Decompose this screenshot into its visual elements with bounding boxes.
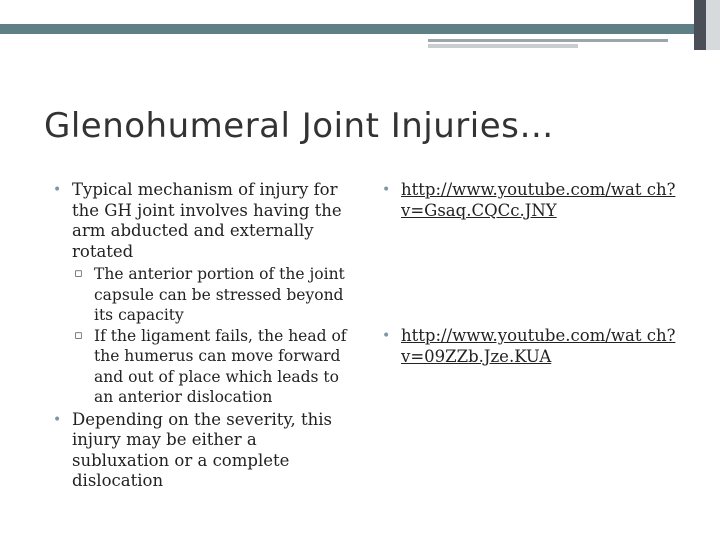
link-bullet-item [381, 326, 681, 367]
bullet-text: Depending on the severity, this injury may be either a subluxation or a complete dislocation [72, 409, 333, 490]
bullet-item [52, 180, 352, 262]
corner-dark-block [694, 0, 706, 50]
sub-bullet-glyph: ▫ [74, 266, 83, 281]
sub-bullet-text: The anterior portion of the joint capsule can be stressed beyond its capacity [94, 265, 345, 324]
corner-light-block [706, 0, 720, 50]
left-content-column [52, 180, 352, 492]
sub-bullet-text: If the ligament fails, the head of the humerus can move forward and out of place which leads to an anterior dislocation [94, 326, 347, 406]
bullet-glyph: • [382, 328, 391, 344]
sub-bullet-item [52, 264, 352, 326]
sub-bullet-item [52, 326, 352, 408]
video-link-2[interactable]: http://www.youtube.com/wat ch?v=09ZZb.Jze.KUA [401, 326, 676, 366]
top-white-strip [0, 0, 720, 24]
bullet-glyph: • [53, 411, 62, 428]
sub-bullet-glyph: ▫ [74, 327, 83, 343]
video-link-1[interactable]: http://www.youtube.com/wat ch?v=Gsaq.CQCc.JNY [401, 180, 676, 220]
slide-title: Glenohumeral Joint Injuries… [44, 106, 554, 146]
link-bullet-item [381, 180, 681, 221]
bullet-glyph: • [53, 182, 62, 198]
bullet-text: Typical mechanism of injury for the GH joint involves having the arm abducted and externally rotated [72, 180, 342, 261]
bullet-glyph: • [382, 182, 391, 198]
right-content-column [381, 180, 681, 367]
accent-line [428, 39, 668, 42]
bullet-item [52, 410, 352, 492]
accent-bar [0, 24, 720, 34]
accent-line-light [428, 44, 578, 48]
